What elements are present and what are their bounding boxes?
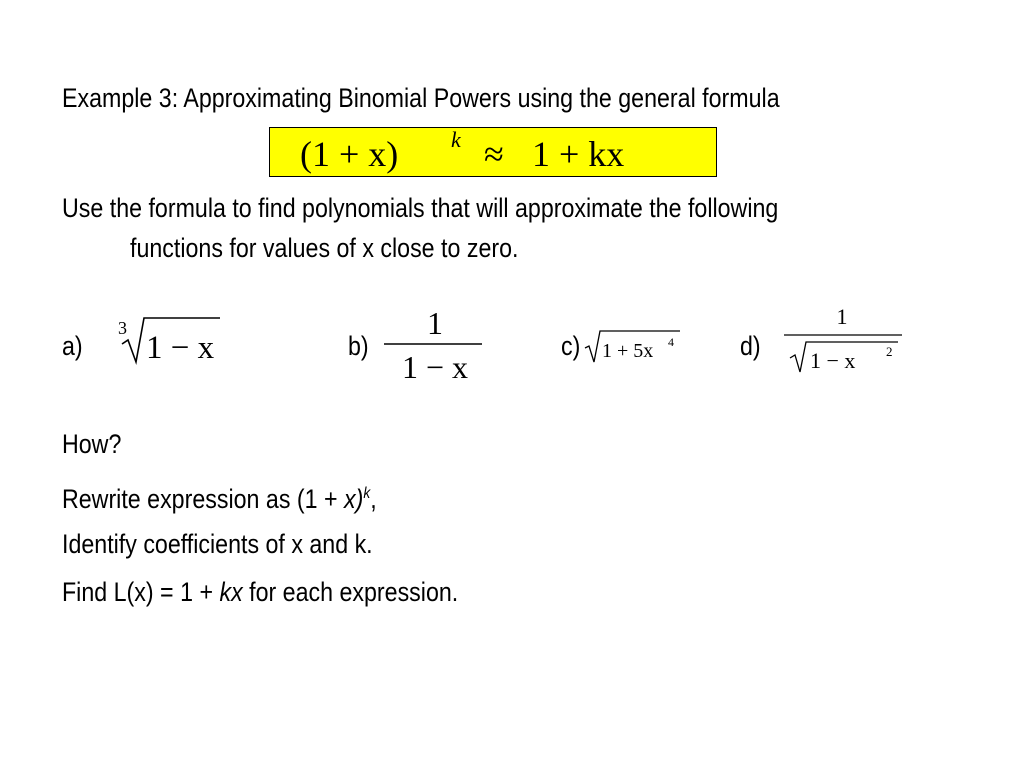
general-formula-box <box>269 127 717 177</box>
how-step-1 <box>62 478 377 515</box>
part-c-exponent: 4 <box>668 335 674 349</box>
how-step-3-prefix: Find L(x) = 1 + <box>62 577 220 607</box>
general-formula <box>270 128 718 178</box>
how-step-3-suffix: for each expression. <box>242 577 459 607</box>
part-d-label: d) <box>740 331 761 361</box>
instruction-line-1: Use the formula to find polynomials that will approximate the following <box>62 193 779 223</box>
how-heading: How? <box>62 429 122 459</box>
how-step-1-prefix: Rewrite expression as (1 + <box>62 484 344 514</box>
part-d-radicand: 1 − x <box>810 348 856 373</box>
how-step-3-var: kx <box>219 577 243 607</box>
part-b-expression <box>380 300 490 385</box>
formula-approx-symbol: ≈ <box>484 134 504 174</box>
part-b-denominator: 1 − x <box>401 349 469 385</box>
formula-lhs-base: (1 + x) <box>300 134 399 174</box>
part-a-expression <box>116 312 226 367</box>
part-d-expression <box>780 300 910 380</box>
how-step-1-suffix: , <box>370 484 377 514</box>
instruction-line-2: functions for values of x close to zero. <box>130 233 519 263</box>
part-d-exponent: 2 <box>886 344 893 359</box>
part-d-numerator: 1 <box>836 304 848 329</box>
example-title: Example 3: Approximating Binomial Powers using the general formula <box>62 83 780 113</box>
part-a-radicand: 1 − x <box>146 330 215 366</box>
how-step-1-var: x) <box>343 484 364 514</box>
part-b-label: b) <box>348 331 369 361</box>
how-step-3 <box>62 576 458 608</box>
formula-lhs-exponent: k <box>451 128 461 152</box>
part-c-label: c) <box>561 331 581 361</box>
part-b-numerator: 1 <box>427 305 443 341</box>
formula-rhs: 1 + kx <box>532 134 625 174</box>
part-a-label: a) <box>62 331 83 361</box>
part-c-radicand: 1 + 5x <box>602 340 654 362</box>
how-step-2: Identify coefficients of x and k. <box>62 529 373 559</box>
how-step-1-exponent: k <box>363 485 371 502</box>
part-a-root-index: 3 <box>118 318 127 338</box>
part-c-expression <box>584 326 684 366</box>
